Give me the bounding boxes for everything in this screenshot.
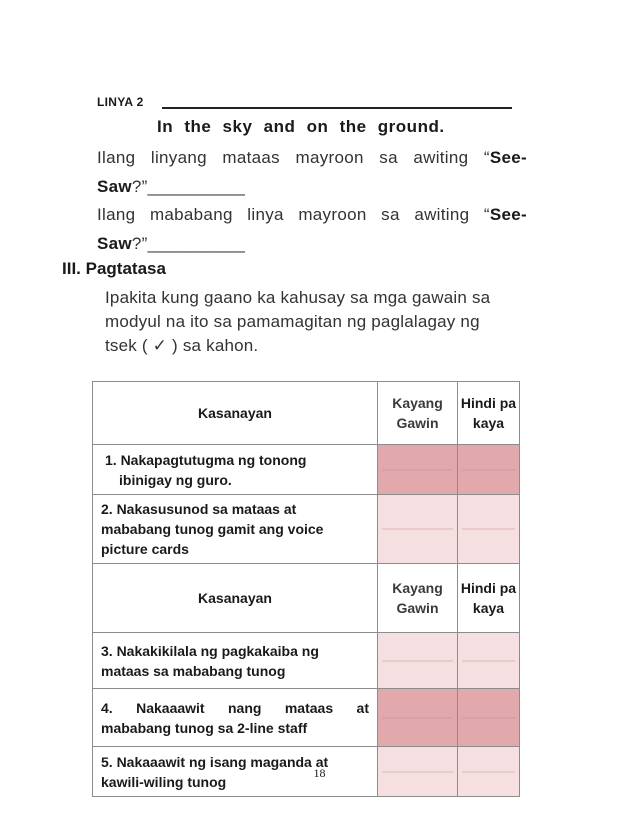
skill-cell: [93, 445, 378, 495]
table-row: [93, 495, 520, 564]
skill-cell: [93, 689, 378, 747]
header-can: Kayang Gawin: [378, 564, 458, 633]
table-header-row: [93, 382, 520, 445]
skill-text: 4. Nakaaawit nang mataas at: [101, 699, 369, 716]
assessment-table: [92, 381, 520, 797]
skill-text: ibinigay ng guro.: [119, 471, 232, 488]
skill-text: 1. Nakapagtutugma ng tonong: [105, 451, 307, 468]
table-header-row: [93, 564, 520, 633]
instructions: Ipakita kung gaano ka kahusay sa mga gawain sa modyul na ito sa pamamagitan ng paglalagay ng tsek ( ✓ ) sa kahon.: [105, 288, 491, 355]
header-can: Kayang Gawin: [378, 382, 458, 445]
check-box-cannot[interactable]: [458, 445, 520, 495]
skill-text: mababang tunog gamit ang voice: [101, 521, 324, 537]
skill-text: mataas sa mababang tunog: [101, 662, 286, 679]
table-row: [93, 689, 520, 747]
check-box-cannot[interactable]: [458, 495, 520, 564]
skill-text: mababang tunog sa 2-line staff: [101, 719, 308, 736]
skill-text: 3. Nakakikilala ng pagkakaiba ng: [101, 642, 319, 659]
table-row: [93, 445, 520, 495]
table-row: [93, 633, 520, 689]
header-cannot: Hindi pa kaya: [458, 564, 520, 633]
skill-cell: [93, 495, 378, 564]
skill-text: picture cards: [101, 541, 189, 557]
lyric-line: In the sky and on the ground.: [157, 117, 445, 136]
linya-label: LINYA 2: [97, 95, 144, 109]
header-skill: Kasanayan: [93, 382, 378, 445]
question-2: Ilang mababang linya mayroon sa awiting “See-Saw?”__________: [97, 205, 527, 253]
check-box-can[interactable]: [378, 633, 458, 689]
check-box-can[interactable]: [378, 689, 458, 747]
check-box-cannot[interactable]: [458, 633, 520, 689]
skill-text: kawili-wiling tunog: [101, 773, 227, 790]
skill-text: 5. Nakaaawit ng isang maganda at: [101, 753, 329, 770]
section-title: III. Pagtatasa: [62, 259, 166, 278]
page-number: 18: [313, 766, 326, 780]
skill-cell: [93, 633, 378, 689]
check-box-can[interactable]: [378, 495, 458, 564]
header-skill: Kasanayan: [93, 564, 378, 633]
header-cannot: Hindi pa kaya: [458, 382, 520, 445]
question-1: Ilang linyang mataas mayroon sa awiting “See-Saw?”__________: [97, 148, 527, 196]
skill-text: 2. Nakasusunod sa mataas at: [101, 501, 297, 517]
check-box-can[interactable]: [378, 445, 458, 495]
check-box-cannot[interactable]: [458, 689, 520, 747]
answer-line: [162, 107, 512, 109]
